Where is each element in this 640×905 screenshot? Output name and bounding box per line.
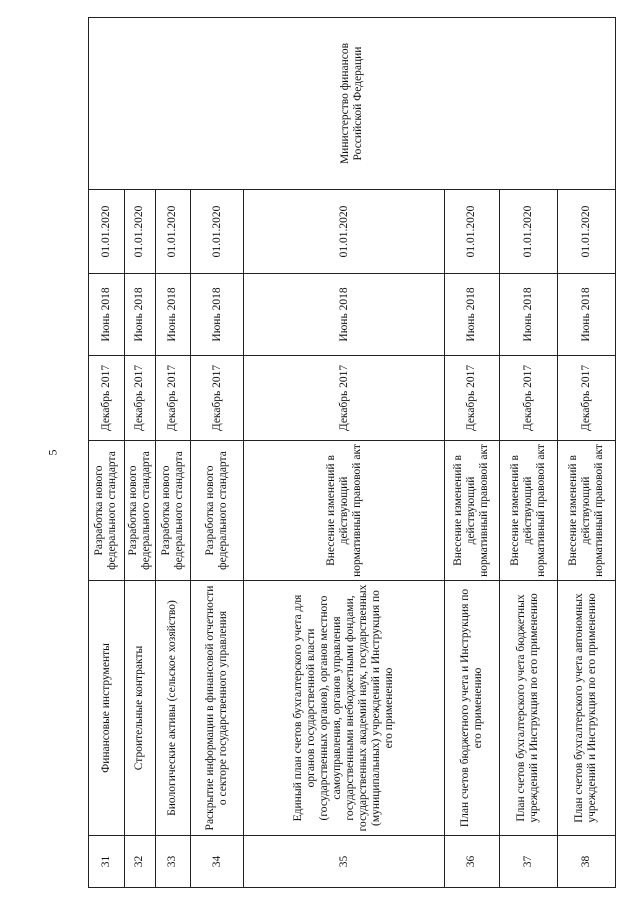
- standards-table: [88, 17, 616, 888]
- row-number: 32: [124, 836, 155, 888]
- row-effective: 01.01.2020: [244, 190, 445, 274]
- row-name: Раскрытие информации в финансовой отчетности о секторе государственного управления: [191, 581, 244, 836]
- row-draft: Июнь 2018: [155, 274, 191, 356]
- row-effective: 01.01.2020: [89, 190, 125, 274]
- row-action: Внесение изменений в действующий нормативный правовой акт: [444, 441, 499, 581]
- row-action: Внесение изменений в действующий нормативный правовой акт: [244, 441, 445, 581]
- row-draft: Июнь 2018: [499, 274, 557, 356]
- row-action: Внесение изменений в действующий нормативный правовой акт: [557, 441, 615, 581]
- row-start: Декабрь 2017: [89, 356, 125, 441]
- row-number: 38: [557, 836, 615, 888]
- row-start: Декабрь 2017: [444, 356, 499, 441]
- row-number: 33: [155, 836, 191, 888]
- row-name: Строительные контракты: [124, 581, 155, 836]
- row-draft: Июнь 2018: [557, 274, 615, 356]
- row-start: Декабрь 2017: [499, 356, 557, 441]
- table-row: [89, 18, 125, 888]
- row-action: Внесение изменений в действующий нормативный правовой акт: [499, 441, 557, 581]
- rotated-table: [88, 18, 616, 888]
- row-effective: 01.01.2020: [155, 190, 191, 274]
- row-start: Декабрь 2017: [557, 356, 615, 441]
- row-effective: 01.01.2020: [557, 190, 615, 274]
- row-start: Декабрь 2017: [244, 356, 445, 441]
- row-draft: Июнь 2018: [244, 274, 445, 356]
- row-effective: 01.01.2020: [499, 190, 557, 274]
- row-effective: 01.01.2020: [444, 190, 499, 274]
- row-draft: Июнь 2018: [89, 274, 125, 356]
- page-number: 5: [45, 449, 60, 456]
- row-name: План счетов бухгалтерского учета автономных учреждений и Инструкция по его применению: [557, 581, 615, 836]
- row-start: Декабрь 2017: [155, 356, 191, 441]
- row-action: Разработка нового федерального стандарта: [89, 441, 125, 581]
- row-effective: 01.01.2020: [191, 190, 244, 274]
- row-effective: 01.01.2020: [124, 190, 155, 274]
- row-action: Разработка нового федерального стандарта: [124, 441, 155, 581]
- row-name: План счетов бухгалтерского учета бюджетных учреждений и Инструкция по его применению: [499, 581, 557, 836]
- row-draft: Июнь 2018: [191, 274, 244, 356]
- row-draft: Июнь 2018: [444, 274, 499, 356]
- responsible-org: Министерство финансов Российской Федерации: [89, 18, 616, 190]
- row-name: Единый план счетов бухгалтерского учета для органов государственной власти (государственных органов), органов местного самоуправления, органов управления государственными внебюджетными фондами, государственных академий наук, государственных (муниципальных) учреждений и Инструкция по его применению: [244, 581, 445, 836]
- row-action: Разработка нового федерального стандарта: [155, 441, 191, 581]
- row-number: 31: [89, 836, 125, 888]
- row-number: 34: [191, 836, 244, 888]
- row-name: План счетов бюджетного учета и Инструкция по его применению: [444, 581, 499, 836]
- row-name: Финансовые инструменты: [89, 581, 125, 836]
- row-number: 35: [244, 836, 445, 888]
- row-name: Биологические активы (сельское хозяйство): [155, 581, 191, 836]
- table-container: [88, 18, 640, 868]
- row-start: Декабрь 2017: [124, 356, 155, 441]
- row-action: Разработка нового федерального стандарта: [191, 441, 244, 581]
- row-draft: Июнь 2018: [124, 274, 155, 356]
- row-start: Декабрь 2017: [191, 356, 244, 441]
- row-number: 37: [499, 836, 557, 888]
- row-number: 36: [444, 836, 499, 888]
